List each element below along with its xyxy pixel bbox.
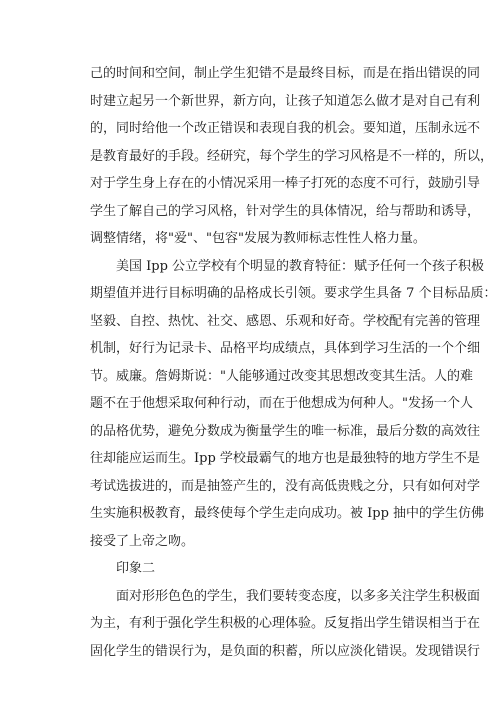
- text-line: 生实施积极教育，最终使每个学生走向成功。被 Ipp 抽中的学生仿佛: [90, 506, 485, 521]
- text-line: 接受了上帝之吻。: [90, 533, 195, 549]
- text-line: 是教育最好的手段。经研究，每个学生的学习风格是不一样的，所以，: [90, 148, 494, 164]
- text-line: 的品格优势，避免分数成为衡量学生的唯一标准，最后分数的高效往: [90, 423, 481, 439]
- body-text: [90, 60, 497, 665]
- text-line: 节。威廉。詹姆斯说："人能够通过改变其思想改变其生活。人的难: [90, 368, 473, 384]
- section-heading: 印象二: [90, 561, 156, 576]
- text-line: 己的时间和空间，制止学生犯错不是最终目标，而是在指出错误的同: [90, 66, 481, 81]
- text-line: 的，同时给他一个改正错误和表现自我的机会。要知道，压制永远不: [90, 121, 481, 136]
- text-line: 固化学生的错误行为，是负面的积蓄，所以应淡化错误。发现错误行: [90, 643, 481, 659]
- text-line: 对于学生身上存在的小情况采用一棒子打死的态度不可行，鼓励引导: [90, 176, 481, 191]
- text-line: 调整情绪，将"爱"、"包容"发展为教师标志性性人格力量。: [90, 231, 426, 246]
- text-line: 面对形形色色的学生，我们要转变态度，以多多关注学生积极面: [90, 588, 481, 604]
- text-line: 题不在于他想采取何种行动，而在于他想成为何种人。"发扬一个人: [90, 396, 473, 411]
- text-line: 时建立起另一个新世界，新方向，让孩子知道怎么做才是对自己有利: [90, 93, 481, 109]
- text-line: 为主，有利于强化学生积极的心理体验。反复指出学生错误相当于在: [90, 616, 481, 631]
- text-line: 坚毅、自控、热忱、社交、感恩、乐观和好奇。学校配有完善的管理: [90, 313, 481, 329]
- text-line: 期望值并进行目标明确的品格成长引领。要求学生具备 7 个目标品质：: [90, 286, 497, 301]
- text-line: 考试选拔进的，而是抽签产生的，没有高低贵贱之分，只有如何对学: [90, 478, 481, 494]
- text-line: 往却能应运而生。Ipp 学校最霸气的地方也是最独特的地方学生不是: [90, 451, 480, 466]
- text-line: 美国 Ipp 公立学校有个明显的教育特征：赋予任何一个孩子积极: [90, 258, 485, 274]
- text-line: 学生了解自己的学习风格，针对学生的具体情况，给与帮助和诱导，: [90, 203, 481, 219]
- text-line: 机制，好行为记录卡、品格平均成绩点，具体到学习生活的一个个细: [90, 341, 481, 356]
